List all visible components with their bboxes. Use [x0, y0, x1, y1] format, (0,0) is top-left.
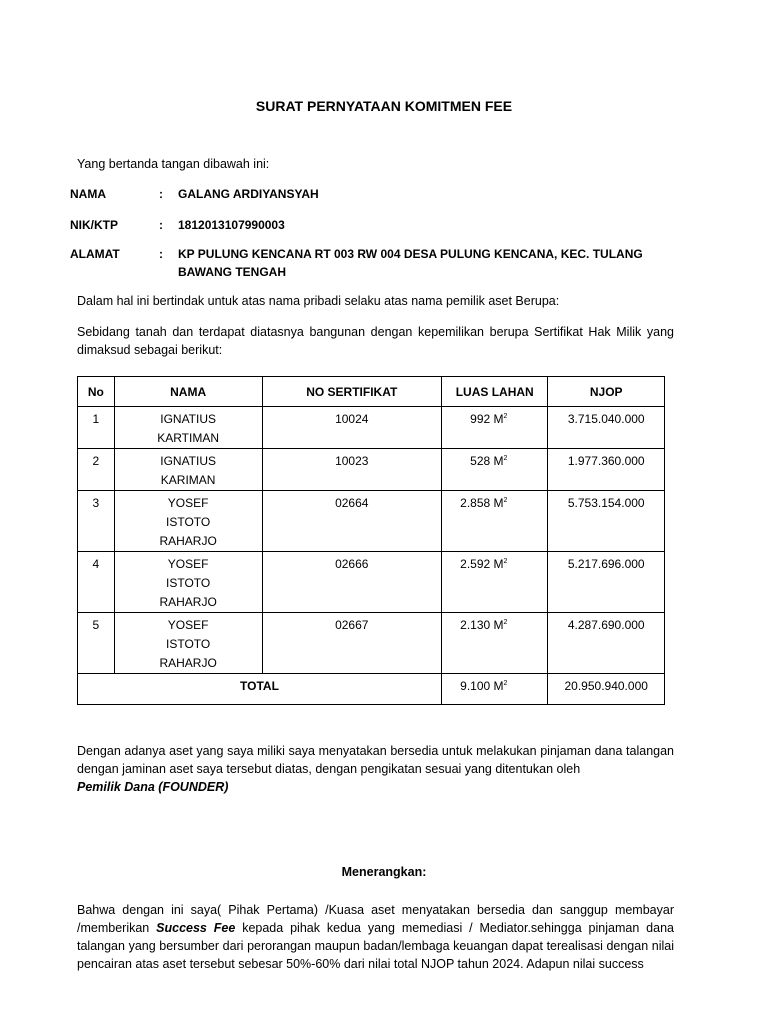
cell-no: 4	[78, 552, 115, 613]
field-value: GALANG ARDIYANSYAH	[178, 187, 319, 201]
cell-luas-text: 2.858 M	[460, 496, 504, 510]
table-row	[78, 491, 665, 552]
total-luas-text: 9.100 M	[460, 679, 504, 693]
cell-sertifikat: 10023	[262, 449, 441, 491]
superscript: 2	[503, 497, 508, 504]
cell-nama	[114, 491, 262, 552]
cell-nama	[114, 552, 262, 613]
cell-luas-text: 992 M	[470, 412, 504, 426]
field-colon: :	[159, 187, 163, 201]
field-label: NIK/KTP	[70, 218, 118, 232]
paragraph-4-emphasis: Success Fee	[156, 921, 236, 935]
cell-njop: 1.977.360.000	[548, 449, 665, 491]
paragraph-4-text-b: kepada pihak kedua yang memediasi / Mediator.sehingga pinjaman dana talangan yang bersumber dari perorangan maupun badan/lembaga keuangan dapat terealisasi dengan nilai pencairan atas aset tersebut sebesar 50%-60% dari nilai total NJOP tahun 2024. Adapun nilai success	[77, 921, 674, 971]
cell-no: 3	[78, 491, 115, 552]
field-value: 1812013107990003	[178, 218, 285, 232]
cell-sertifikat: 02667	[262, 613, 441, 674]
paragraph-3-emphasis: Pemilik Dana (FOUNDER)	[77, 780, 229, 794]
table-total-row	[78, 674, 665, 705]
total-luas	[441, 674, 547, 705]
paragraph-3-text: Dengan adanya aset yang saya miliki saya menyatakan bersedia untuk melakukan pinjaman dana talangan dengan jaminan aset saya tersebut diatas, dengan pengikatan sesuai yang ditentukan oleh	[77, 744, 674, 776]
header-nama: NAMA	[114, 377, 262, 407]
header-sertifikat: NO SERTIFIKAT	[262, 377, 441, 407]
cell-nama	[114, 407, 262, 449]
table-row	[78, 613, 665, 674]
header-njop: NJOP	[548, 377, 665, 407]
cell-njop: 4.287.690.000	[548, 613, 665, 674]
cell-luas	[441, 407, 547, 449]
cell-luas-text: 2.130 M	[460, 618, 504, 632]
cell-nama-text: IGNATIUS KARIMAN	[160, 454, 217, 487]
cell-nama	[114, 613, 262, 674]
heading-menerangkan: Menerangkan:	[341, 865, 427, 879]
table-row	[78, 552, 665, 613]
header-luas: LUAS LAHAN	[441, 377, 547, 407]
paragraph-3	[77, 742, 674, 796]
cell-luas-text: 2.592 M	[460, 557, 504, 571]
field-value: KP PULUNG KENCANA RT 003 RW 004 DESA PULUNG KENCANA, KEC. TULANG BAWANG TENGAH	[178, 247, 643, 279]
cell-nama-text: IGNATIUS KARTIMAN	[157, 412, 220, 445]
header-no: No	[78, 377, 115, 407]
cell-no: 1	[78, 407, 115, 449]
cell-luas	[441, 613, 547, 674]
table-row	[78, 449, 665, 491]
total-label: TOTAL	[78, 674, 442, 705]
total-njop: 20.950.940.000	[548, 674, 665, 705]
field-label: NAMA	[70, 187, 106, 201]
superscript: 2	[503, 558, 508, 565]
cell-njop: 5.217.696.000	[548, 552, 665, 613]
superscript: 2	[503, 619, 508, 626]
field-colon: :	[159, 218, 163, 232]
paragraph-1: Dalam hal ini bertindak untuk atas nama pribadi selaku atas nama pemilik aset Berupa:	[77, 294, 560, 308]
cell-no: 2	[78, 449, 115, 491]
field-label: ALAMAT	[70, 247, 120, 261]
cell-nama-text: YOSEF ISTOTO RAHARJO	[159, 557, 217, 609]
cell-sertifikat: 02664	[262, 491, 441, 552]
cell-sertifikat: 02666	[262, 552, 441, 613]
paragraph-2: Sebidang tanah dan terdapat diatasnya bangunan dengan kepemilikan berupa Sertifikat Hak Milik yang dimaksud sebagai berikut:	[77, 325, 674, 357]
field-colon: :	[159, 247, 163, 261]
cell-sertifikat: 10024	[262, 407, 441, 449]
paragraph-4	[77, 901, 674, 973]
cell-no: 5	[78, 613, 115, 674]
superscript: 2	[503, 413, 508, 420]
cell-nama-text: YOSEF ISTOTO RAHARJO	[159, 618, 217, 670]
cell-luas	[441, 449, 547, 491]
cell-luas	[441, 552, 547, 613]
cell-luas	[441, 491, 547, 552]
table-row	[78, 407, 665, 449]
table-header-row	[78, 377, 665, 407]
cell-luas-text: 528 M	[470, 454, 504, 468]
intro-text: Yang bertanda tangan dibawah ini:	[77, 157, 270, 171]
cell-nama	[114, 449, 262, 491]
cell-njop: 5.753.154.000	[548, 491, 665, 552]
superscript: 2	[503, 680, 508, 687]
certificate-table	[77, 376, 665, 705]
document-title: SURAT PERNYATAAN KOMITMEN FEE	[255, 98, 513, 114]
cell-njop: 3.715.040.000	[548, 407, 665, 449]
superscript: 2	[503, 455, 508, 462]
paragraph-4-text-a: Bahwa dengan ini saya( Pihak Pertama) /Kuasa aset menyatakan bersedia dan sanggup membayar /memberikan	[77, 903, 674, 935]
cell-nama-text: YOSEF ISTOTO RAHARJO	[159, 496, 217, 548]
